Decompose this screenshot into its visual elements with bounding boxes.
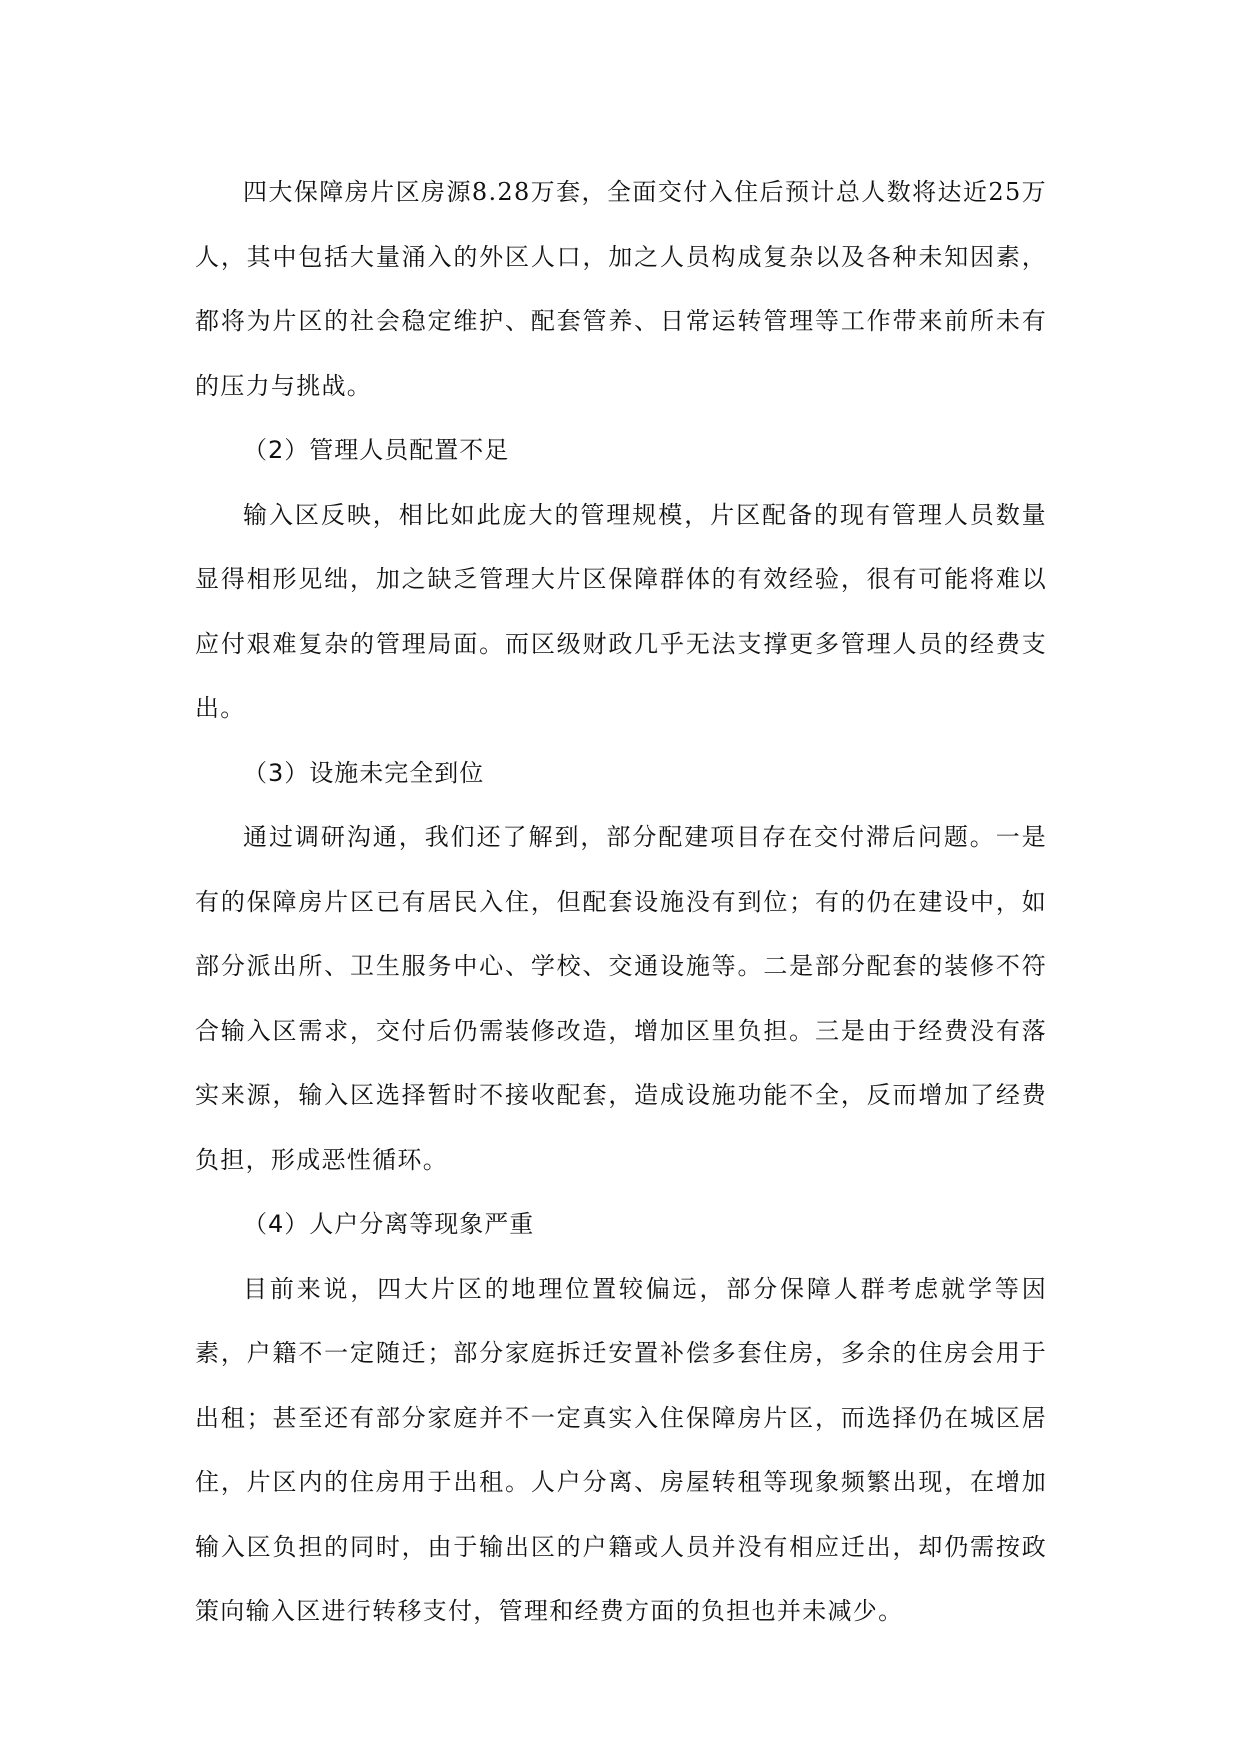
document-body <box>195 160 1047 1644</box>
paragraph-facilities-incomplete: 通过调研沟通，我们还了解到，部分配建项目存在交付滞后问题。一是有的保障房片区已有居民入住，但配套设施没有到位；有的仍在建设中，如部分派出所、卫生服务中心、学校、交通设施等。二是部分配套的装修不符合输入区需求，交付后仍需装修改造，增加区里负担。三是由于经费没有落实来源，输入区选择暂时不接收配套，造成设施功能不全，反而增加了经费负担，形成恶性循环。 <box>195 823 1047 1174</box>
paragraph-staffing-shortage: 输入区反映，相比如此庞大的管理规模，片区配备的现有管理人员数量显得相形见绌，加之缺乏管理大片区保障群体的有效经验，很有可能将难以应付艰难复杂的管理局面。而区级财政几乎无法支撑更多管理人员的经费支出。 <box>195 500 1047 722</box>
paragraph-household-separation: 目前来说，四大片区的地理位置较偏远，部分保障人群考虑就学等因素，户籍不一定随迁；部分家庭拆迁安置补偿多套住房，多余的住房会用于出租；甚至还有部分家庭并不一定真实入住保障房片区，而选择仍在城区居住，片区内的住房用于出租。人户分离、房屋转租等现象频繁出现，在增加输入区负担的同时，由于输出区的户籍或人员并没有相应迁出，却仍需按政策向输入区进行转移支付，管理和经费方面的负担也并未减少。 <box>195 1274 1047 1625</box>
heading-facilities-incomplete: （3）设施未完全到位 <box>243 758 485 787</box>
heading-staffing-shortage: （2）管理人员配置不足 <box>243 436 510 464</box>
heading-household-separation: （4）人户分离等现象严重 <box>243 1210 535 1238</box>
paragraph-housing-pressure: 四大保障房片区房源8.28万套，全面交付入住后预计总人数将达近25万人，其中包括大量涌入的外区人口，加之人员构成复杂以及各种未知因素，都将为片区的社会稳定维护、配套管养、日常运转管理等工作带来前所未有的压力与挑战。 <box>195 178 1047 400</box>
